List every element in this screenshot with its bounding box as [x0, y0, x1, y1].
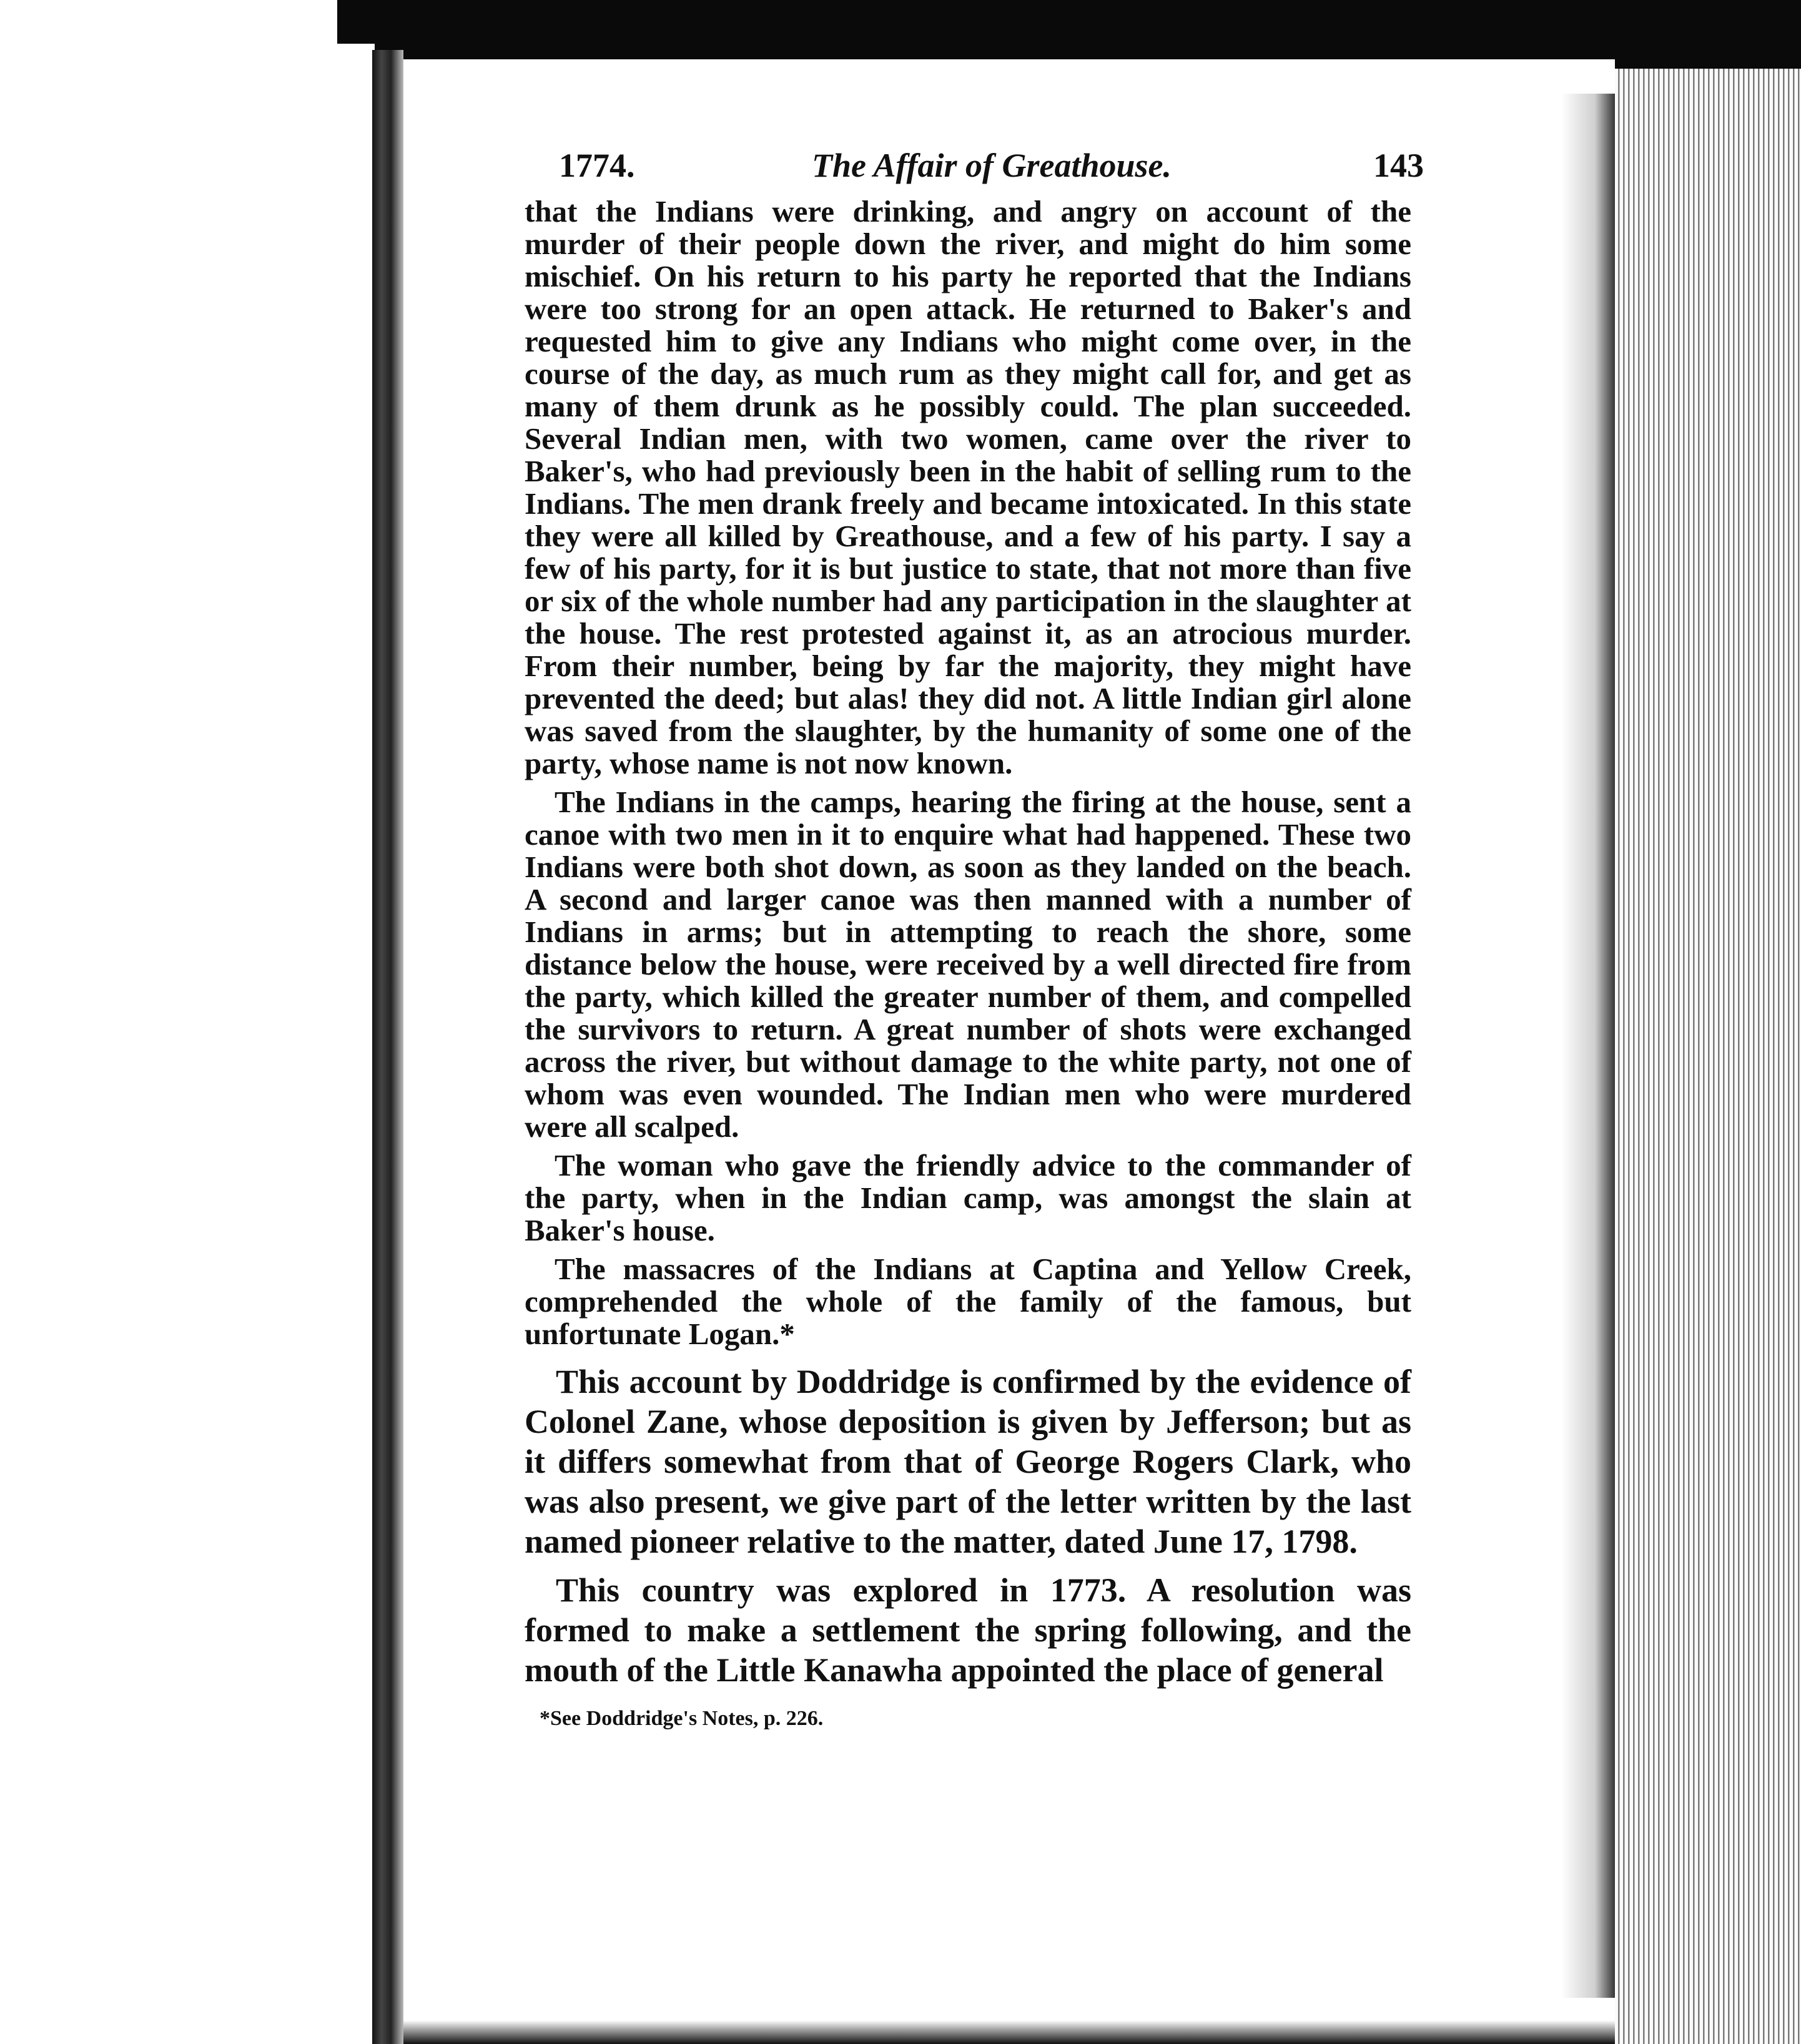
paragraph: The woman who gave the friendly advice to the commander of the party, when in the Indian camp, was amongst the slain at Baker's house. — [525, 1148, 1411, 1247]
page-number: 143 — [1373, 147, 1424, 184]
page-shadow — [1561, 94, 1617, 1998]
paragraph: The massacres of the Indians at Captina and Yellow Creek, comprehended the whole of the family of the famous, but unfortunate Logan.* — [525, 1252, 1411, 1351]
running-head-year: 1774. — [559, 147, 635, 184]
quoted-text-block — [525, 195, 1411, 1350]
paragraph: This account by Doddridge is confirmed by the evidence of Colonel Zane, whose deposition is given by Jefferson; but as it differs somewhat from that of George Rogers Clark, who was also present, we give part of the letter written by the last named pioneer relative to the matter, dated June 17, 1798. — [525, 1363, 1411, 1560]
main-text-block — [525, 1362, 1411, 1690]
paragraph: The Indians in the camps, hearing the firing at the house, sent a canoe with two men in it to enquire what had happened. These two Indians were both shot down, as soon as they landed on the beach. A second and larger canoe was then manned with a number of Indians in arms; but in attempting to reach the shore, some distance below the house, were received by a well directed fire from the party, which killed the greater number of them, and compelled the survivors to return. A great number of shots were exchanged across the river, but without damage to the white party, not one of whom was even wounded. The Indian men who were murdered were all scalped. — [525, 785, 1411, 1144]
running-head-title: The Affair of Greathouse. — [812, 147, 1172, 184]
paragraph: This country was explored in 1773. A resolution was formed to make a settlement the spring following, and the mouth of the Little Kanawha appointed the place of general — [525, 1571, 1411, 1689]
book-gutter — [372, 50, 403, 2044]
left-blank-leaf — [0, 44, 375, 2044]
page-fore-edge — [1615, 69, 1801, 2044]
scan-bottom-edge — [403, 2020, 1615, 2044]
page-content — [525, 140, 1424, 1731]
running-head — [525, 140, 1424, 190]
paragraph: that the Indians were drinking, and angry on account of the murder of their people down the river, and might do him some mischief. On his return to his party he reported that the Indians were too strong for an open attack. He returned to Baker's and requested him to give any Indians who might come over, in the course of the day, as much rum as they might call for, and get as many of them drunk as he possibly could. The plan succeeded. Several Indian men, with two women, came over the river to Baker's, who had previously been in the habit of selling rum to the Indians. The men drank freely and became intoxicated. In this state they were all killed by Greathouse, and a few of his party. I say a few of his party, for it is but justice to state, that not more than five or six of the whole number had any participation in the slaughter at the house. The rest protested against it, as an atrocious murder. From their number, being by far the majority, they might have prevented the deed; but alas! they did not. A little Indian girl alone was saved from the slaughter, by the humanity of some one of the party, whose name is not now known. — [525, 194, 1411, 780]
footnote: *See Doddridge's Notes, p. 226. — [540, 1707, 824, 1730]
